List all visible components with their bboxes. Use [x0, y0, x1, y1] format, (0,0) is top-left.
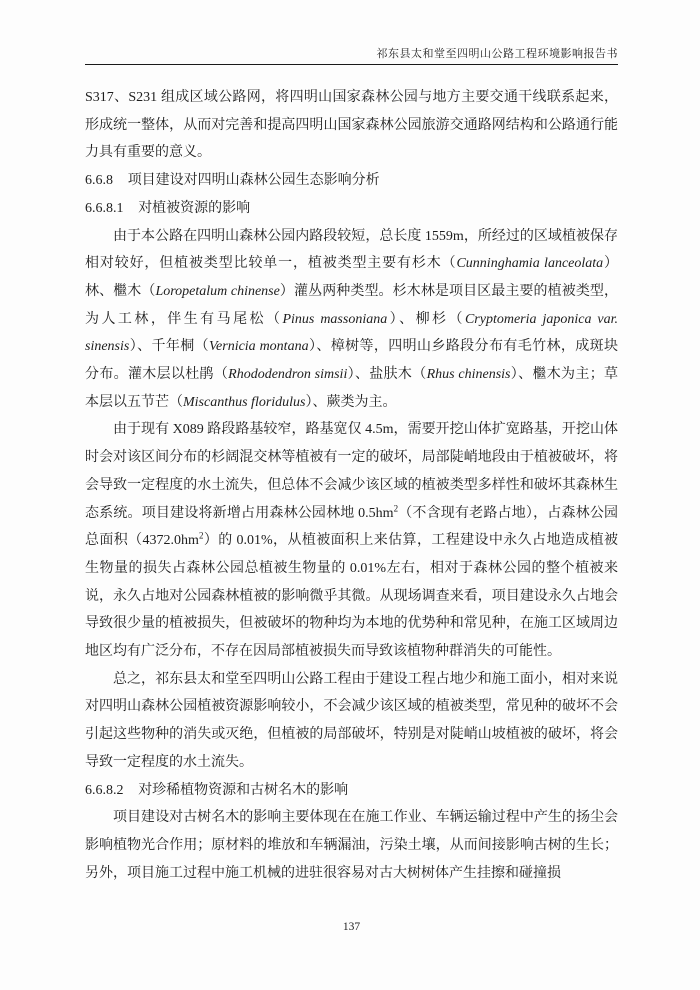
section-title: 项目建设对四明山森林公园生态影响分析: [127, 173, 380, 189]
species-name-run: Cunninghamia lanceolata: [456, 256, 604, 272]
text-run: ）、柳杉（: [387, 311, 465, 327]
superscript-run: 2: [198, 530, 204, 541]
document-body: [85, 84, 618, 887]
species-name-run: Loropetalum chinense: [155, 283, 280, 299]
text-run: ）、蕨类为主。: [305, 394, 397, 410]
text-run: （不含现有老路占地），占森林公园总面积（4372.0hm: [85, 505, 618, 549]
superscript-run: 2: [393, 502, 399, 513]
text-run: 总之，祁东县太和堂至四明山公路工程由于建设工程占地少和施工面小，相对来说对四明山森林公园植被资源影响较小，不会减少该区域的植被类型，常见种的破坏不会引起这些物种的消失或灭绝，但植被的局部破坏，特别是对陡峭山坡植被的破坏，将会导致一定程度的水土流失。: [85, 671, 618, 770]
species-name-run: Rhus chinensis: [426, 367, 511, 383]
section-heading: [85, 195, 618, 223]
section-number: 6.6.8: [85, 173, 113, 189]
species-name-run: Cryptomeria japonica var. sinensis: [85, 311, 619, 355]
species-name-run: Miscanthus floridulus: [183, 394, 306, 410]
page-number: 137: [342, 921, 361, 933]
text-run: 项目建设对古树名木的影响主要体现在在施工作业、车辆运输过程中产生的扬尘会影响植物光合作用；原材料的堆放和车辆漏油，污染土壤，从而间接影响古树的生长；另外，项目施工过程中施工机械的进驻很容易对古大树树体产生挂擦和碰撞损: [85, 810, 618, 881]
species-name-run: Rhododendron simsii: [228, 367, 348, 383]
species-name-run: Vernicia montana: [209, 339, 309, 355]
text-run: ）灌丛两种类型。杉木林是项目区最主要的植被类型，为人工林，伴生有马尾松（: [85, 283, 618, 327]
text-run: 由于本公路在四明山森林公园内路段较短，总长度 1559m，所经过的区域植被保存相对较好，但植被类型比较单一，植被类型主要有杉木（: [85, 228, 618, 272]
text-run: ）、千年桐（: [129, 339, 210, 355]
page-header-title: 祁东县太和堂至四明山公路工程环境影响报告书: [376, 48, 618, 60]
section-title: 对珍稀植物资源和古树名木的影响: [138, 782, 349, 798]
section-number: 6.6.8.2: [85, 782, 124, 798]
text-run: ）、檵木为主；草本层以五节芒（: [85, 367, 619, 410]
text-run: S317、S231 组成区域公路网，将四明山国家森林公园与地方主要交通干线联系起来，形成统一整体，从而对完善和提高四明山国家森林公园旅游交通路网结构和公路通行能力具有重要的意义。: [85, 90, 618, 161]
body-paragraph: [85, 804, 618, 887]
body-paragraph: [85, 223, 618, 417]
body-paragraph: [85, 666, 618, 777]
section-heading: [85, 167, 618, 195]
section-heading: [85, 777, 618, 805]
text-run: 由于现有 X089 路段路基较窄，路基宽仅 4.5m，需要开挖山体扩宽路基，开挖山体时会对该区间分布的杉阔混交林等植被有一定的破坏，局部陡峭地段由于植被破坏，将会导致一定程度的水土流失，但总体不会减少该区域的植被类型多样性和破坏其森林生态系统。项目建设将新增占用森林公园林地 0.5hm: [85, 422, 618, 521]
section-title: 对植被资源的影响: [138, 200, 251, 216]
text-run: ）林、檵木（: [85, 256, 619, 299]
body-paragraph: [85, 84, 618, 167]
header-divider: [85, 64, 618, 65]
species-name-run: Pinus massoniana: [282, 311, 388, 327]
text-run: ）、樟树等，四明山乡路段分布有毛竹林，成斑块分布。灌木层以杜鹃（: [85, 339, 619, 383]
section-number: 6.6.8.1: [85, 200, 124, 216]
text-run: ）的 0.01%，从植被面积上来估算，工程建设中永久占地造成植被生物量的损失占森林公园总植被生物量的 0.01%左右，相对于森林公园的整个植被来说，永久占地对公园森林植被的影响微乎其微。从现场调查来看，项目建设永久占地会导致很少量的植被损失，但被破坏的物种均为本地的优势种和常见种，在施工区域周边地区均有广泛分布，不存在因局部植被损失而导致该植物种群消失的可能性。: [85, 533, 618, 660]
text-run: ）、盐肤木（: [347, 367, 427, 383]
body-paragraph: [85, 416, 618, 665]
